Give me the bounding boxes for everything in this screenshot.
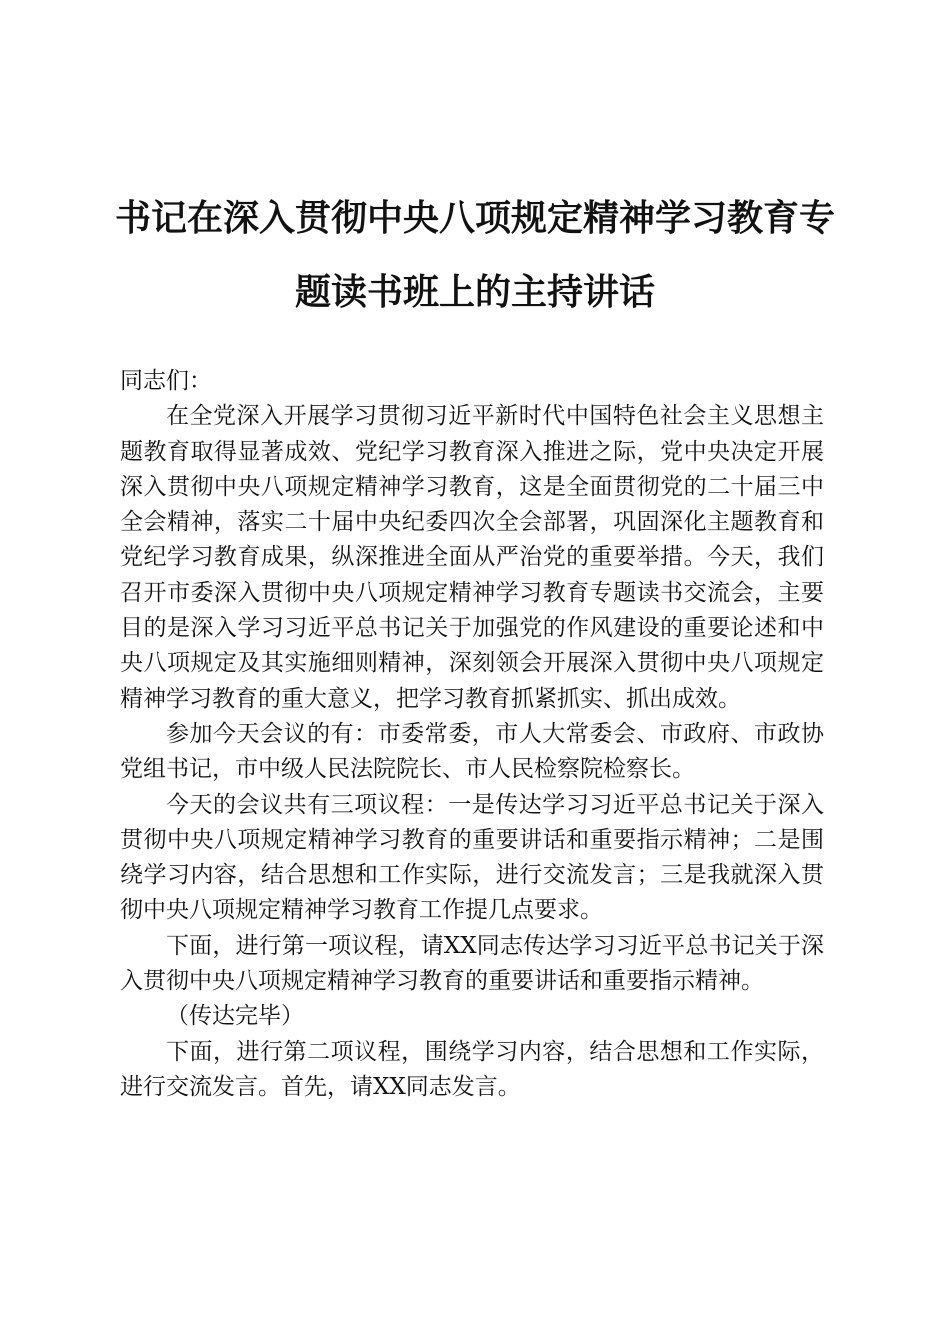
paragraph-attendees: 参加今天会议的有：市委常委，市人大常委会、市政府、市政协党组书记，市中级人民法院院长、市人民检察院检察长。	[120, 720, 824, 783]
paragraph-relay-complete: （传达完毕）	[166, 1003, 304, 1030]
paragraph-intro: 在全党深入开展学习贯彻习近平新时代中国特色社会主义思想主题教育取得显著成效、党纪学习教育深入推进之际，党中央决定开展深入贯彻中央八项规定精神学习教育，这是全面贯彻党的二十届三中全会精神，落实二十届中央纪委四次全会部署，巩固深化主题教育和党纪学习教育成果，纵深推进全面从严治党的重要举措。今天，我们召开市委深入贯彻中央八项规定精神学习教育专题读书交流会，主要目的是深入学习习近平总书记关于加强党的作风建设的重要论述和中央八项规定及其实施细则精神，深刻领会开展深入贯彻中央八项规定精神学习教育的重大意义，把学习教育抓紧抓实、抓出成效。	[120, 403, 824, 712]
paragraph-first-item: 下面，进行第一项议程，请XX同志传达学习习近平总书记关于深入贯彻中央八项规定精神学习教育的重要讲话和重要指示精神。	[120, 932, 824, 995]
paragraph-second-item: 下面，进行第二项议程，围绕学习内容，结合思想和工作实际，进行交流发言。首先，请XX同志发言。	[120, 1038, 824, 1100]
document-body	[120, 364, 824, 1105]
salutation: 同志们：	[120, 368, 212, 394]
document-title-line-1: 书记在深入贯彻中央八项规定精神学习教育专	[114, 197, 835, 239]
document-title-line-2: 题读书班上的主持讲话	[294, 271, 655, 313]
paragraph-agenda: 今天的会议共有三项议程：一是传达学习习近平总书记关于深入贯彻中央八项规定精神学习教育的重要讲话和重要指示精神；二是围绕学习内容，结合思想和工作实际，进行交流发言；三是我就深入贯彻中央八项规定精神学习教育工作提几点要求。	[120, 791, 824, 924]
